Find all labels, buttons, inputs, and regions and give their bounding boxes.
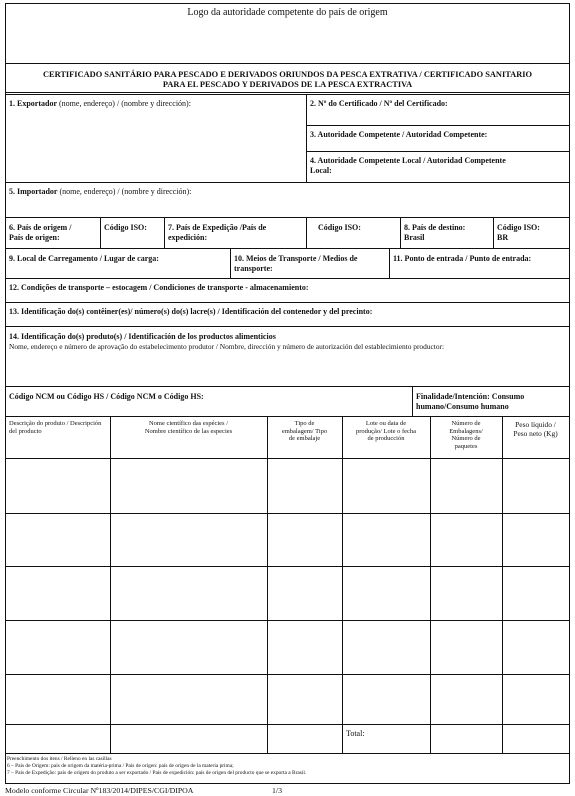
table-row-line-2 [5,566,570,567]
transport-means-label-2: transporte: [234,264,273,273]
table-row-line-5 [5,724,570,725]
origin-country-label: 6. País de origem / [9,223,72,232]
total-label: Total: [346,729,365,738]
origin-iso-label: Código ISO: [104,223,147,232]
table-row-line-3 [5,620,570,621]
rule-f14-bottom [5,386,570,387]
footnote-title: Preenchimento dos itens / Relleno en las casillas [7,756,112,762]
rule-f6-div [100,217,101,248]
rule-f9-div [230,248,231,278]
col-header-scientific-name: Nome científico das espécies / Nombre científico de las especies [144,420,233,435]
rule-f9-bottom [5,278,570,279]
footnote-item-6: 6 – País de Origem: país de origem da matéria-prima / País de origen: país de origen de la materia prima; [7,763,234,769]
col-header-net-weight: Peso líquido / Peso neto (Kg) [513,420,558,438]
competent-authority-label: 3. Autoridade Competente / Autoridad Competente: [310,130,488,139]
local-authority-label: 4. Autoridade Competente Local / Autoridad Competente [310,156,506,165]
purpose-label-2: humano/Consumo humano [416,402,509,411]
certificate-number-label: 2. Nº do Certificado / Nº del Certificado: [310,99,448,108]
table-row-line-4 [5,674,570,675]
rule-sec1-bottom [5,182,570,183]
rule-f5-bottom [5,217,570,218]
dispatch-country-label: 7. País de Expedição /País de [168,223,267,232]
product-identification-label: 14. Identificação do(s) produto(s) / Identificación de los productos alimenticios [9,332,276,341]
col-div-3 [342,416,343,753]
rule-logo-bottom [5,63,570,64]
col-header-packaging-type: Tipo de embalagem/ Tipo de embalaje [281,420,328,442]
col-div-2 [267,416,268,753]
col-div-5 [502,416,503,753]
rule-title-bottom [5,92,570,93]
logo-placeholder-text: Logo da autoridade competente do país de origem [187,7,388,18]
frame-bottom [5,783,570,784]
certificate-title-2: PARA EL PESCADO Y DERIVADOS DE LA PESCA EXTRACTIVA [162,80,413,89]
destination-iso-value: BR [497,233,509,242]
ncm-code-label: Código NCM ou Código HS / Código NCM o Código HS: [9,392,204,401]
table-bottom [5,753,570,754]
loading-place-label: 9. Local de Carregamento / Lugar de carga: [9,254,159,263]
exporter-label: 1. Exportador (nome, endereço) / (nombre y dirección): [9,99,191,108]
dispatch-country-label-2: expedición: [168,233,208,242]
dispatch-iso-label: Código ISO: [318,223,361,232]
footnote-item-7: 7 – País de Expedição: país de origem do produto a ser exportado / País de expedición: país de origen del producto que se exporta a Brasil. [7,770,307,776]
table-header-bottom [5,458,570,459]
rule-f2-bottom [306,125,570,126]
frame-left [5,3,6,783]
col-header-description: Descrição do produto / Descripción del producto [9,420,102,435]
rule-sec1-top [5,94,570,95]
rule-f10-div [389,248,390,278]
table-row-line-1 [5,513,570,514]
rule-ncm-bottom [5,416,570,417]
purpose-label: Finalidade/Intención: Consumo [416,392,525,401]
destination-country-value: Brasil [404,233,425,242]
transport-conditions-label: 12. Condições de transporte – estocagem / Condiciones de transporte - almacenamiento: [9,283,309,292]
origin-country-label-2: País de origen: [9,233,60,242]
rule-f6iso-div [164,217,165,248]
col-header-package-count: Número de Embalagens/ Número de paquetes [449,420,483,450]
col-div-4 [430,416,431,753]
destination-country-label: 8. País de destino: [404,223,466,232]
col-header-lot: Lote ou data de produção/ Lote o fecha de producción [355,420,417,442]
rule-sec1-div [306,94,307,182]
page-number: 1/3 [272,786,282,795]
entry-point-label: 11. Ponto de entrada / Punto de entrada: [393,254,532,263]
transport-means-label: 10. Meios de Transporte / Medios de [234,254,358,263]
rule-f13-bottom [5,326,570,327]
rule-f6-bottom [5,248,570,249]
container-seal-label: 13. Identificação do(s) contêiner(es)/ número(s) do(s) lacre(s) / Identificación del contenedor y del precinto: [9,307,373,316]
rule-f12-bottom [5,302,570,303]
establishment-label: Nome, endereço e número de aprovação do estabelecimento produtor / Nombre, dirección y número de autorización del establecimiento productor: [9,342,445,351]
local-authority-label-2: Local: [310,166,332,175]
rule-f7-div [306,217,307,248]
importer-label: 5. Importador (nome, endereço) / (nombre y dirección): [9,187,192,196]
certificate-title: CERTIFICADO SANITÁRIO PARA PESCADO E DERIVADOS ORIUNDOS DA PESCA EXTRATIVA / CERTIFICADO SANITARIO [42,70,533,79]
frame-right [569,3,570,783]
col-div-1 [110,416,111,753]
rule-f8-div [493,217,494,248]
destination-iso-label: Código ISO: [497,223,540,232]
rule-f7iso-div [400,217,401,248]
model-reference: Modelo conforme Circular Nº183/2014/DIPES/CGI/DIPOA [5,786,194,795]
rule-ncm-div [412,386,413,416]
frame-top [5,3,570,4]
rule-f3-bottom [306,151,570,152]
